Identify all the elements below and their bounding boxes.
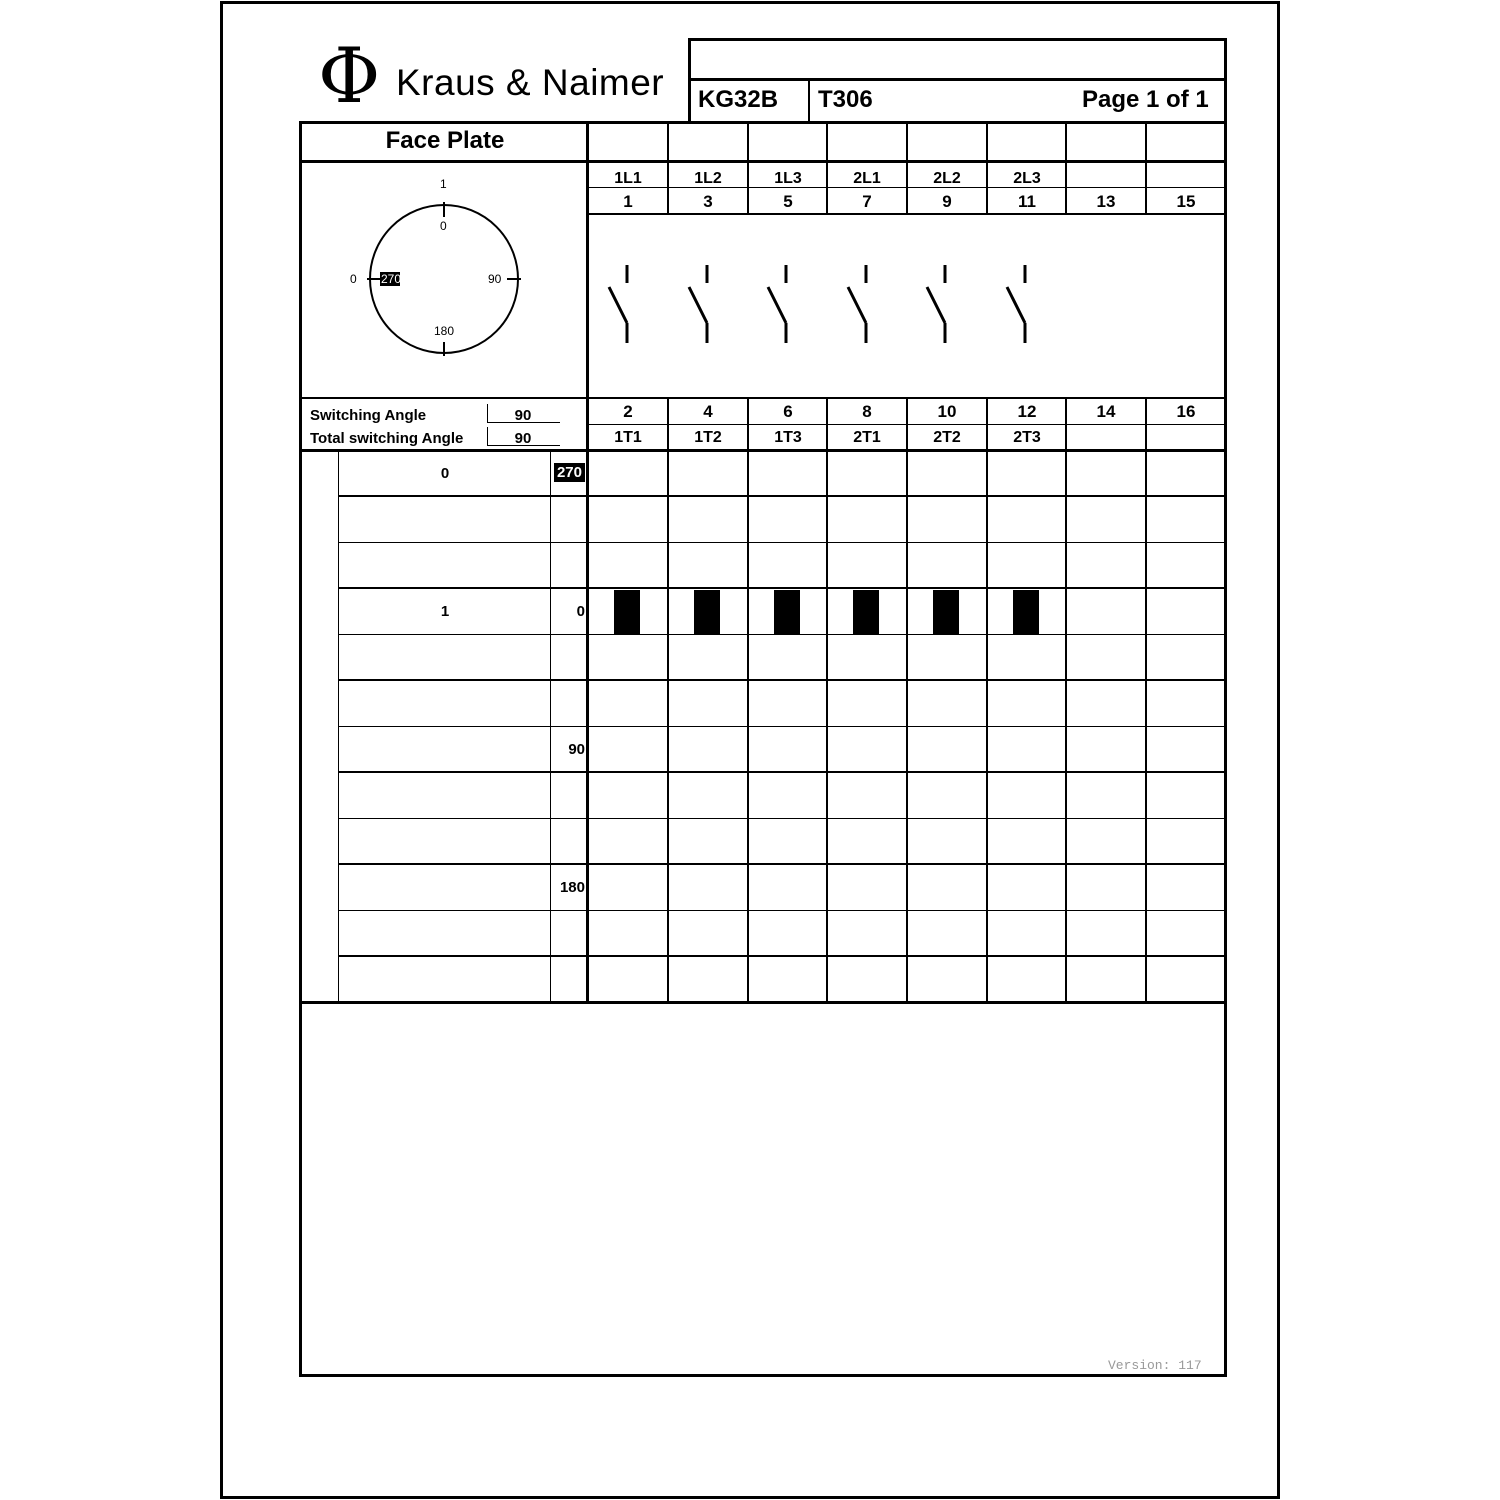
position-label-0: 0 [440, 465, 450, 482]
terminal-label-2l1: 2L1 [853, 170, 881, 187]
face-plate-dial [300, 162, 588, 398]
contact-closed-marker [933, 590, 959, 634]
contact-closed-marker [614, 590, 640, 634]
terminal-number: 10 [937, 402, 957, 421]
terminal-label-2t1: 2T1 [853, 429, 881, 446]
contact-closed-marker [774, 590, 800, 634]
terminal-number: 9 [942, 192, 952, 211]
terminal-number: 11 [1018, 192, 1036, 211]
terminal-label-1l2: 1L2 [694, 170, 722, 187]
switching-angle-label: Switching Angle [310, 407, 427, 424]
dial-label-left-inner: 270 [381, 272, 402, 286]
contact-closed-marker [694, 590, 720, 634]
terminal-label-1t1: 1T1 [614, 429, 642, 446]
position-angle-270: 270 [554, 463, 585, 482]
terminal-number: 4 [703, 402, 713, 421]
contact-symbols [589, 215, 1226, 397]
contact-symbol-3 [768, 265, 786, 343]
position-angle-90: 90 [568, 741, 585, 758]
terminal-label-1t3: 1T3 [774, 429, 802, 446]
contact-symbol-5 [927, 265, 945, 343]
terminal-label-2t3: 2T3 [1013, 429, 1041, 446]
terminal-number: 14 [1096, 402, 1116, 421]
terminal-number: 5 [783, 192, 793, 211]
terminal-number: 3 [703, 192, 713, 211]
version-label: Version: 117 [1108, 1358, 1202, 1373]
terminal-label-2l2: 2L2 [933, 170, 961, 187]
terminal-number: 1 [623, 192, 633, 211]
terminal-number: 15 [1176, 192, 1196, 211]
terminal-label-1l1: 1L1 [614, 170, 642, 187]
brand-name: Kraus & Naimer [396, 62, 665, 103]
position-angle-0: 0 [576, 603, 585, 620]
dial-label-bottom: 180 [434, 324, 455, 338]
terminal-number: 16 [1176, 402, 1196, 421]
dial-label-inner-top: 0 [440, 219, 447, 233]
terminal-number: 6 [783, 402, 793, 421]
terminal-number: 7 [862, 192, 872, 211]
model-code: KG32B [698, 86, 779, 113]
face-plate-title: Face Plate [385, 127, 505, 154]
dial-label-top: 1 [440, 177, 447, 191]
brand-phi-logo: Φ [318, 31, 381, 120]
switching-angle-value: 90 [514, 407, 532, 424]
program-code: T306 [818, 86, 873, 113]
terminal-label-2l3: 2L3 [1013, 170, 1041, 187]
contact-symbol-4 [848, 265, 866, 343]
total-switching-angle-label: Total switching Angle [310, 430, 464, 447]
dial-label-left-outer: 0 [350, 272, 357, 286]
terminal-label-1l3: 1L3 [774, 170, 802, 187]
position-label-1: 1 [440, 603, 450, 620]
dial-label-right: 90 [488, 272, 502, 286]
terminal-number: 12 [1017, 402, 1037, 421]
terminal-number: 2 [623, 402, 633, 421]
contact-symbol-6 [1007, 265, 1025, 343]
terminal-label-1t2: 1T2 [694, 429, 722, 446]
total-switching-angle-value: 90 [514, 430, 532, 447]
contact-closed-marker [853, 590, 879, 634]
position-angle-180: 180 [559, 879, 585, 896]
terminal-number: 8 [862, 402, 872, 421]
page-indicator: Page 1 of 1 [1082, 86, 1209, 113]
terminal-number: 13 [1096, 192, 1116, 211]
terminal-label-2t2: 2T2 [933, 429, 961, 446]
contact-symbol-1 [609, 265, 627, 343]
contact-closed-marker [1013, 590, 1039, 634]
contact-symbol-2 [689, 265, 707, 343]
